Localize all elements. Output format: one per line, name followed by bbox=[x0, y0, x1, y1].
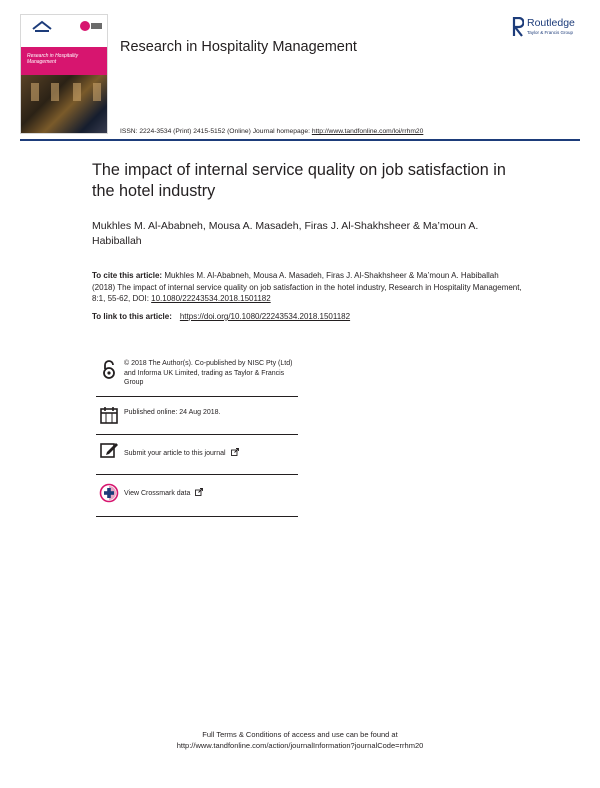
routledge-logo-icon bbox=[512, 17, 524, 37]
published-row bbox=[96, 396, 298, 435]
header-divider bbox=[20, 139, 580, 141]
article-authors: Mukhles M. Al-Ababneh, Mousa A. Masadeh, Firas J. Al-Shakhsheer & Ma’moun A. Habiballah bbox=[92, 220, 479, 247]
citation-label: To cite this article: bbox=[92, 271, 163, 280]
calendar-icon bbox=[99, 405, 119, 425]
view-crossmark-link[interactable] bbox=[124, 488, 203, 499]
article-link-label: To link to this article: bbox=[92, 312, 172, 321]
cover-logo-left-icon bbox=[31, 19, 53, 33]
article-title: The impact of internal service quality on job satisfaction in the hotel industry bbox=[92, 161, 506, 200]
publisher-name: Routledge bbox=[527, 17, 575, 29]
crossmark-icon bbox=[99, 483, 119, 503]
routledge-logo bbox=[512, 17, 588, 39]
citation-doi-link[interactable]: 10.1080/22243534.2018.1501182 bbox=[151, 294, 271, 304]
cover-logo-right-icon bbox=[79, 20, 103, 33]
cover-photo bbox=[21, 75, 107, 134]
external-link-icon bbox=[231, 448, 239, 456]
article-doi-link[interactable]: https://doi.org/10.1080/22243534.2018.1501182 bbox=[179, 312, 351, 321]
submit-article-text[interactable]: Submit your article to this journal bbox=[124, 450, 226, 457]
published-date-text: Published online: 24 Aug 2018. bbox=[124, 409, 221, 416]
submit-article-link[interactable] bbox=[124, 448, 239, 459]
footer-terms-link[interactable]: http://www.tandfonline.com/action/journalInformation?journalCode=rrhm20 bbox=[176, 740, 424, 750]
citation-text: Mukhles M. Al-Ababneh, Mousa A. Masadeh, Firas J. Al-Shakhsheer & Ma’moun A. Habiballah (2018) The impact of internal service quality on job satisfaction in the hotel industry, Research in Hospitality Management, 8:1, 55-62, DOI: bbox=[92, 271, 522, 304]
cover-title-text: Research in Hospitality Management bbox=[27, 53, 79, 65]
cover-title-band bbox=[21, 47, 107, 77]
issn-text: ISSN: 2224-3534 (Print) 2415-5152 (Online) Journal homepage: bbox=[120, 128, 312, 135]
cover-logos bbox=[21, 15, 107, 39]
crossmark-row[interactable] bbox=[96, 474, 298, 517]
journal-cover-image bbox=[20, 14, 108, 134]
crossmark-text[interactable]: View Crossmark data bbox=[124, 490, 191, 497]
open-access-icon bbox=[99, 360, 119, 380]
issn-line bbox=[120, 128, 423, 135]
citation-block bbox=[92, 270, 522, 305]
article-link-line bbox=[92, 312, 350, 321]
publisher-subtitle: Taylor & Francis Group bbox=[527, 30, 574, 35]
journal-homepage-link[interactable]: http://www.tandfonline.com/loi/rrhm20 bbox=[311, 128, 424, 135]
footer-terms-text: Full Terms & Conditions of access and use can be found at bbox=[202, 730, 398, 739]
edit-icon bbox=[99, 440, 119, 460]
journal-title: Research in Hospitality Management bbox=[120, 39, 357, 55]
copyright-row bbox=[96, 356, 298, 397]
external-link-icon bbox=[195, 488, 203, 496]
submit-row[interactable] bbox=[96, 434, 298, 475]
footer bbox=[0, 730, 600, 751]
copyright-text: © 2018 The Author(s). Co-published by NISC Pty (Ltd) and Informa UK Limited, trading as Taylor & Francis Group bbox=[124, 360, 293, 386]
